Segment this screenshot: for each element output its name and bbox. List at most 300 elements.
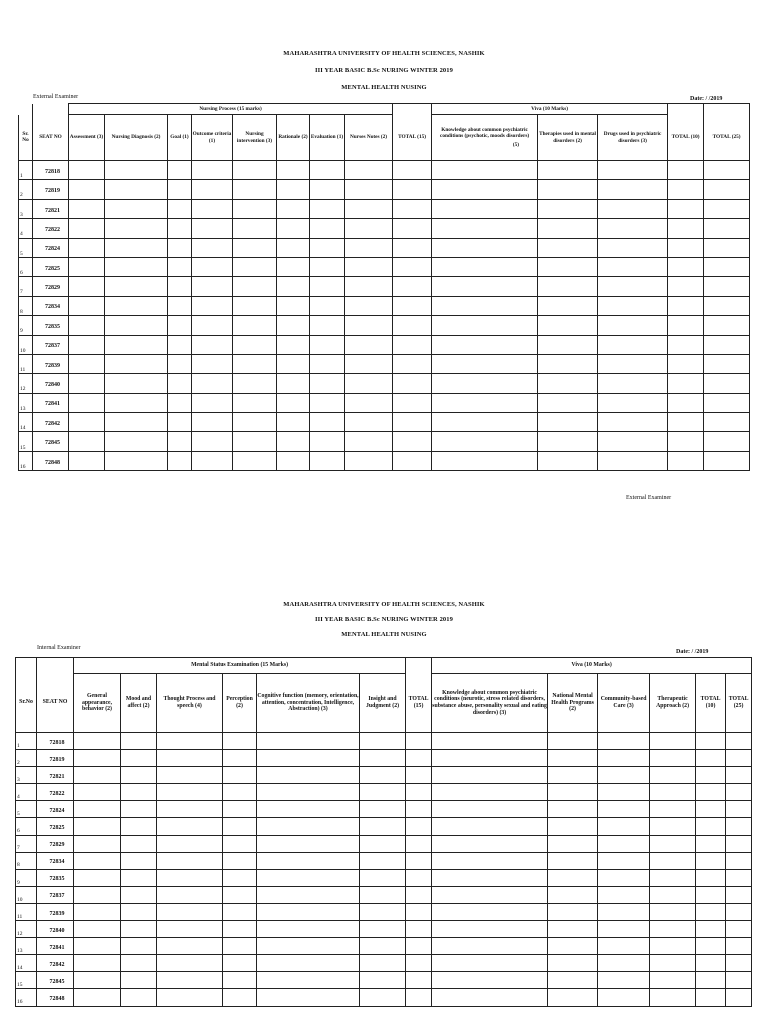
- marks-cell[interactable]: [650, 852, 696, 869]
- marks-cell[interactable]: [696, 835, 726, 852]
- marks-cell[interactable]: [223, 767, 257, 784]
- marks-cell[interactable]: [598, 750, 650, 767]
- marks-cell[interactable]: [598, 767, 650, 784]
- marks-cell[interactable]: [548, 767, 598, 784]
- marks-cell[interactable]: [192, 161, 233, 180]
- marks-cell[interactable]: [121, 886, 157, 903]
- marks-cell[interactable]: [650, 989, 696, 1006]
- marks-cell[interactable]: [406, 767, 432, 784]
- marks-cell[interactable]: [538, 354, 598, 373]
- marks-cell[interactable]: [345, 277, 393, 296]
- marks-cell[interactable]: [726, 921, 752, 938]
- marks-cell[interactable]: [360, 921, 406, 938]
- marks-cell[interactable]: [696, 989, 726, 1006]
- marks-cell[interactable]: [310, 257, 345, 276]
- marks-cell[interactable]: [121, 869, 157, 886]
- marks-cell[interactable]: [668, 161, 704, 180]
- marks-cell[interactable]: [704, 393, 750, 412]
- marks-cell[interactable]: [696, 733, 726, 750]
- marks-cell[interactable]: [668, 238, 704, 257]
- marks-cell[interactable]: [121, 801, 157, 818]
- marks-cell[interactable]: [69, 257, 105, 276]
- marks-cell[interactable]: [192, 238, 233, 257]
- marks-cell[interactable]: [192, 277, 233, 296]
- marks-cell[interactable]: [223, 921, 257, 938]
- marks-cell[interactable]: [69, 432, 105, 451]
- marks-cell[interactable]: [650, 921, 696, 938]
- marks-cell[interactable]: [360, 835, 406, 852]
- marks-cell[interactable]: [598, 733, 650, 750]
- marks-cell[interactable]: [105, 393, 168, 412]
- marks-cell[interactable]: [233, 316, 277, 335]
- marks-cell[interactable]: [432, 335, 538, 354]
- marks-cell[interactable]: [257, 886, 360, 903]
- marks-cell[interactable]: [432, 257, 538, 276]
- marks-cell[interactable]: [548, 852, 598, 869]
- marks-cell[interactable]: [548, 972, 598, 989]
- marks-cell[interactable]: [406, 869, 432, 886]
- marks-cell[interactable]: [360, 869, 406, 886]
- marks-cell[interactable]: [432, 316, 538, 335]
- marks-cell[interactable]: [69, 451, 105, 470]
- marks-cell[interactable]: [74, 886, 121, 903]
- marks-cell[interactable]: [105, 432, 168, 451]
- marks-cell[interactable]: [432, 199, 538, 218]
- marks-cell[interactable]: [704, 257, 750, 276]
- marks-cell[interactable]: [157, 801, 223, 818]
- marks-cell[interactable]: [726, 955, 752, 972]
- marks-cell[interactable]: [345, 451, 393, 470]
- marks-cell[interactable]: [257, 767, 360, 784]
- marks-cell[interactable]: [598, 886, 650, 903]
- marks-cell[interactable]: [393, 277, 432, 296]
- marks-cell[interactable]: [360, 767, 406, 784]
- marks-cell[interactable]: [310, 432, 345, 451]
- marks-cell[interactable]: [704, 335, 750, 354]
- marks-cell[interactable]: [310, 451, 345, 470]
- marks-cell[interactable]: [598, 938, 650, 955]
- marks-cell[interactable]: [393, 180, 432, 199]
- marks-cell[interactable]: [696, 886, 726, 903]
- marks-cell[interactable]: [310, 393, 345, 412]
- marks-cell[interactable]: [704, 413, 750, 432]
- marks-cell[interactable]: [168, 451, 192, 470]
- marks-cell[interactable]: [74, 784, 121, 801]
- marks-cell[interactable]: [432, 989, 548, 1006]
- marks-cell[interactable]: [157, 972, 223, 989]
- marks-cell[interactable]: [192, 354, 233, 373]
- marks-cell[interactable]: [310, 335, 345, 354]
- marks-cell[interactable]: [105, 354, 168, 373]
- marks-cell[interactable]: [223, 784, 257, 801]
- marks-cell[interactable]: [192, 296, 233, 315]
- marks-cell[interactable]: [157, 733, 223, 750]
- marks-cell[interactable]: [726, 869, 752, 886]
- marks-cell[interactable]: [548, 801, 598, 818]
- marks-cell[interactable]: [432, 955, 548, 972]
- marks-cell[interactable]: [69, 335, 105, 354]
- marks-cell[interactable]: [121, 938, 157, 955]
- marks-cell[interactable]: [432, 972, 548, 989]
- marks-cell[interactable]: [360, 955, 406, 972]
- marks-cell[interactable]: [233, 451, 277, 470]
- marks-cell[interactable]: [598, 296, 668, 315]
- marks-cell[interactable]: [105, 161, 168, 180]
- marks-cell[interactable]: [598, 432, 668, 451]
- marks-cell[interactable]: [192, 316, 233, 335]
- marks-cell[interactable]: [121, 955, 157, 972]
- marks-cell[interactable]: [432, 354, 538, 373]
- marks-cell[interactable]: [406, 750, 432, 767]
- marks-cell[interactable]: [668, 296, 704, 315]
- marks-cell[interactable]: [257, 784, 360, 801]
- marks-cell[interactable]: [393, 219, 432, 238]
- marks-cell[interactable]: [726, 835, 752, 852]
- marks-cell[interactable]: [538, 257, 598, 276]
- marks-cell[interactable]: [726, 989, 752, 1006]
- marks-cell[interactable]: [538, 393, 598, 412]
- marks-cell[interactable]: [192, 374, 233, 393]
- marks-cell[interactable]: [432, 835, 548, 852]
- marks-cell[interactable]: [393, 374, 432, 393]
- marks-cell[interactable]: [277, 374, 310, 393]
- marks-cell[interactable]: [74, 938, 121, 955]
- marks-cell[interactable]: [598, 903, 650, 920]
- marks-cell[interactable]: [668, 335, 704, 354]
- marks-cell[interactable]: [598, 393, 668, 412]
- marks-cell[interactable]: [257, 835, 360, 852]
- marks-cell[interactable]: [257, 869, 360, 886]
- marks-cell[interactable]: [598, 869, 650, 886]
- marks-cell[interactable]: [74, 955, 121, 972]
- marks-cell[interactable]: [277, 199, 310, 218]
- marks-cell[interactable]: [650, 835, 696, 852]
- marks-cell[interactable]: [121, 852, 157, 869]
- marks-cell[interactable]: [345, 432, 393, 451]
- marks-cell[interactable]: [548, 955, 598, 972]
- marks-cell[interactable]: [696, 903, 726, 920]
- marks-cell[interactable]: [704, 432, 750, 451]
- marks-cell[interactable]: [598, 238, 668, 257]
- marks-cell[interactable]: [121, 733, 157, 750]
- marks-cell[interactable]: [223, 886, 257, 903]
- marks-cell[interactable]: [345, 257, 393, 276]
- marks-cell[interactable]: [432, 921, 548, 938]
- marks-cell[interactable]: [223, 835, 257, 852]
- marks-cell[interactable]: [548, 835, 598, 852]
- marks-cell[interactable]: [69, 180, 105, 199]
- marks-cell[interactable]: [74, 801, 121, 818]
- marks-cell[interactable]: [310, 238, 345, 257]
- marks-cell[interactable]: [74, 869, 121, 886]
- marks-cell[interactable]: [393, 199, 432, 218]
- marks-cell[interactable]: [168, 316, 192, 335]
- marks-cell[interactable]: [157, 921, 223, 938]
- marks-cell[interactable]: [277, 335, 310, 354]
- marks-cell[interactable]: [432, 801, 548, 818]
- marks-cell[interactable]: [360, 733, 406, 750]
- marks-cell[interactable]: [157, 784, 223, 801]
- marks-cell[interactable]: [69, 277, 105, 296]
- marks-cell[interactable]: [548, 869, 598, 886]
- marks-cell[interactable]: [406, 801, 432, 818]
- marks-cell[interactable]: [696, 784, 726, 801]
- marks-cell[interactable]: [69, 238, 105, 257]
- marks-cell[interactable]: [406, 784, 432, 801]
- marks-cell[interactable]: [192, 199, 233, 218]
- marks-cell[interactable]: [598, 784, 650, 801]
- marks-cell[interactable]: [704, 451, 750, 470]
- marks-cell[interactable]: [168, 374, 192, 393]
- marks-cell[interactable]: [310, 413, 345, 432]
- marks-cell[interactable]: [696, 767, 726, 784]
- marks-cell[interactable]: [432, 750, 548, 767]
- marks-cell[interactable]: [105, 451, 168, 470]
- marks-cell[interactable]: [598, 921, 650, 938]
- marks-cell[interactable]: [668, 374, 704, 393]
- marks-cell[interactable]: [598, 161, 668, 180]
- marks-cell[interactable]: [704, 277, 750, 296]
- marks-cell[interactable]: [157, 750, 223, 767]
- marks-cell[interactable]: [726, 938, 752, 955]
- marks-cell[interactable]: [121, 818, 157, 835]
- marks-cell[interactable]: [277, 354, 310, 373]
- marks-cell[interactable]: [69, 219, 105, 238]
- marks-cell[interactable]: [69, 296, 105, 315]
- marks-cell[interactable]: [360, 903, 406, 920]
- marks-cell[interactable]: [393, 257, 432, 276]
- marks-cell[interactable]: [277, 257, 310, 276]
- marks-cell[interactable]: [650, 955, 696, 972]
- marks-cell[interactable]: [233, 199, 277, 218]
- marks-cell[interactable]: [157, 818, 223, 835]
- marks-cell[interactable]: [74, 921, 121, 938]
- marks-cell[interactable]: [233, 432, 277, 451]
- marks-cell[interactable]: [233, 374, 277, 393]
- marks-cell[interactable]: [704, 180, 750, 199]
- marks-cell[interactable]: [406, 972, 432, 989]
- marks-cell[interactable]: [696, 801, 726, 818]
- marks-cell[interactable]: [538, 199, 598, 218]
- marks-cell[interactable]: [598, 801, 650, 818]
- marks-cell[interactable]: [598, 374, 668, 393]
- marks-cell[interactable]: [233, 413, 277, 432]
- marks-cell[interactable]: [393, 296, 432, 315]
- marks-cell[interactable]: [345, 199, 393, 218]
- marks-cell[interactable]: [277, 219, 310, 238]
- marks-cell[interactable]: [538, 161, 598, 180]
- marks-cell[interactable]: [406, 818, 432, 835]
- marks-cell[interactable]: [704, 199, 750, 218]
- marks-cell[interactable]: [74, 852, 121, 869]
- marks-cell[interactable]: [233, 335, 277, 354]
- marks-cell[interactable]: [74, 989, 121, 1006]
- marks-cell[interactable]: [650, 784, 696, 801]
- marks-cell[interactable]: [277, 432, 310, 451]
- marks-cell[interactable]: [432, 869, 548, 886]
- marks-cell[interactable]: [598, 451, 668, 470]
- marks-cell[interactable]: [121, 989, 157, 1006]
- marks-cell[interactable]: [310, 316, 345, 335]
- marks-cell[interactable]: [157, 869, 223, 886]
- marks-cell[interactable]: [223, 852, 257, 869]
- marks-cell[interactable]: [668, 219, 704, 238]
- marks-cell[interactable]: [233, 393, 277, 412]
- marks-cell[interactable]: [432, 451, 538, 470]
- marks-cell[interactable]: [360, 938, 406, 955]
- marks-cell[interactable]: [223, 938, 257, 955]
- marks-cell[interactable]: [345, 180, 393, 199]
- marks-cell[interactable]: [650, 750, 696, 767]
- marks-cell[interactable]: [432, 413, 538, 432]
- marks-cell[interactable]: [168, 413, 192, 432]
- marks-cell[interactable]: [668, 316, 704, 335]
- marks-cell[interactable]: [598, 972, 650, 989]
- marks-cell[interactable]: [105, 374, 168, 393]
- marks-cell[interactable]: [650, 903, 696, 920]
- marks-cell[interactable]: [168, 219, 192, 238]
- marks-cell[interactable]: [432, 219, 538, 238]
- marks-cell[interactable]: [668, 354, 704, 373]
- marks-cell[interactable]: [406, 989, 432, 1006]
- marks-cell[interactable]: [406, 835, 432, 852]
- marks-cell[interactable]: [393, 451, 432, 470]
- marks-cell[interactable]: [668, 432, 704, 451]
- marks-cell[interactable]: [105, 296, 168, 315]
- marks-cell[interactable]: [393, 354, 432, 373]
- marks-cell[interactable]: [277, 393, 310, 412]
- marks-cell[interactable]: [233, 277, 277, 296]
- marks-cell[interactable]: [360, 818, 406, 835]
- marks-cell[interactable]: [726, 886, 752, 903]
- marks-cell[interactable]: [277, 316, 310, 335]
- marks-cell[interactable]: [345, 354, 393, 373]
- marks-cell[interactable]: [668, 277, 704, 296]
- marks-cell[interactable]: [538, 296, 598, 315]
- marks-cell[interactable]: [696, 972, 726, 989]
- marks-cell[interactable]: [598, 277, 668, 296]
- marks-cell[interactable]: [696, 938, 726, 955]
- marks-cell[interactable]: [726, 852, 752, 869]
- marks-cell[interactable]: [650, 767, 696, 784]
- marks-cell[interactable]: [157, 903, 223, 920]
- marks-cell[interactable]: [360, 784, 406, 801]
- marks-cell[interactable]: [105, 199, 168, 218]
- marks-cell[interactable]: [696, 750, 726, 767]
- marks-cell[interactable]: [598, 335, 668, 354]
- marks-cell[interactable]: [726, 733, 752, 750]
- marks-cell[interactable]: [406, 733, 432, 750]
- marks-cell[interactable]: [432, 180, 538, 199]
- marks-cell[interactable]: [168, 180, 192, 199]
- marks-cell[interactable]: [192, 451, 233, 470]
- marks-cell[interactable]: [704, 161, 750, 180]
- marks-cell[interactable]: [310, 199, 345, 218]
- marks-cell[interactable]: [650, 938, 696, 955]
- marks-cell[interactable]: [345, 316, 393, 335]
- marks-cell[interactable]: [538, 238, 598, 257]
- marks-cell[interactable]: [668, 180, 704, 199]
- marks-cell[interactable]: [105, 219, 168, 238]
- marks-cell[interactable]: [121, 972, 157, 989]
- marks-cell[interactable]: [704, 296, 750, 315]
- marks-cell[interactable]: [393, 316, 432, 335]
- marks-cell[interactable]: [121, 784, 157, 801]
- marks-cell[interactable]: [233, 354, 277, 373]
- marks-cell[interactable]: [360, 801, 406, 818]
- marks-cell[interactable]: [726, 818, 752, 835]
- marks-cell[interactable]: [538, 413, 598, 432]
- marks-cell[interactable]: [650, 869, 696, 886]
- marks-cell[interactable]: [726, 801, 752, 818]
- marks-cell[interactable]: [538, 374, 598, 393]
- marks-cell[interactable]: [277, 238, 310, 257]
- marks-cell[interactable]: [726, 972, 752, 989]
- marks-cell[interactable]: [257, 818, 360, 835]
- marks-cell[interactable]: [432, 767, 548, 784]
- marks-cell[interactable]: [223, 955, 257, 972]
- marks-cell[interactable]: [105, 257, 168, 276]
- marks-cell[interactable]: [393, 238, 432, 257]
- marks-cell[interactable]: [668, 199, 704, 218]
- marks-cell[interactable]: [233, 296, 277, 315]
- marks-cell[interactable]: [277, 161, 310, 180]
- marks-cell[interactable]: [548, 903, 598, 920]
- marks-cell[interactable]: [548, 921, 598, 938]
- marks-cell[interactable]: [277, 180, 310, 199]
- marks-cell[interactable]: [406, 955, 432, 972]
- marks-cell[interactable]: [105, 180, 168, 199]
- marks-cell[interactable]: [650, 733, 696, 750]
- marks-cell[interactable]: [538, 316, 598, 335]
- marks-cell[interactable]: [432, 852, 548, 869]
- marks-cell[interactable]: [650, 972, 696, 989]
- marks-cell[interactable]: [538, 451, 598, 470]
- marks-cell[interactable]: [157, 852, 223, 869]
- marks-cell[interactable]: [598, 835, 650, 852]
- marks-cell[interactable]: [598, 180, 668, 199]
- marks-cell[interactable]: [233, 161, 277, 180]
- marks-cell[interactable]: [432, 903, 548, 920]
- marks-cell[interactable]: [704, 238, 750, 257]
- marks-cell[interactable]: [105, 316, 168, 335]
- marks-cell[interactable]: [548, 886, 598, 903]
- marks-cell[interactable]: [168, 393, 192, 412]
- marks-cell[interactable]: [69, 413, 105, 432]
- marks-cell[interactable]: [548, 938, 598, 955]
- marks-cell[interactable]: [598, 316, 668, 335]
- marks-cell[interactable]: [257, 733, 360, 750]
- marks-cell[interactable]: [726, 750, 752, 767]
- marks-cell[interactable]: [257, 750, 360, 767]
- marks-cell[interactable]: [69, 161, 105, 180]
- marks-cell[interactable]: [432, 374, 538, 393]
- marks-cell[interactable]: [432, 733, 548, 750]
- marks-cell[interactable]: [257, 903, 360, 920]
- marks-cell[interactable]: [257, 955, 360, 972]
- marks-cell[interactable]: [406, 921, 432, 938]
- marks-cell[interactable]: [277, 277, 310, 296]
- marks-cell[interactable]: [233, 238, 277, 257]
- marks-cell[interactable]: [668, 393, 704, 412]
- marks-cell[interactable]: [168, 432, 192, 451]
- marks-cell[interactable]: [192, 219, 233, 238]
- marks-cell[interactable]: [74, 767, 121, 784]
- marks-cell[interactable]: [192, 393, 233, 412]
- marks-cell[interactable]: [704, 354, 750, 373]
- marks-cell[interactable]: [168, 238, 192, 257]
- marks-cell[interactable]: [538, 432, 598, 451]
